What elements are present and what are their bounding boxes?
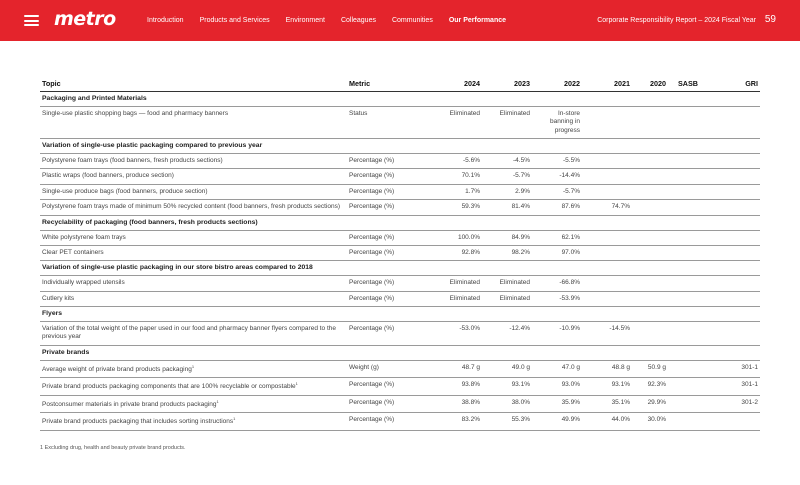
nav-colleagues[interactable]: Colleagues bbox=[340, 17, 376, 24]
cell-metric: Percentage (%) bbox=[347, 291, 432, 306]
cell-sasb bbox=[668, 395, 700, 413]
cell-y2023: Eliminated bbox=[482, 106, 532, 138]
cell-y2023: 93.1% bbox=[482, 378, 532, 396]
col-header-2022: 2022 bbox=[532, 77, 582, 92]
cell-gri bbox=[700, 276, 760, 291]
cell-y2024: Eliminated bbox=[432, 276, 482, 291]
cell-y2020 bbox=[632, 184, 668, 199]
performance-table bbox=[40, 77, 760, 431]
cell-y2023: 2.9% bbox=[482, 184, 532, 199]
topic-text: Private brand products packaging components that are 100% recyclable or compostable bbox=[42, 383, 296, 391]
cell-y2021: 44.0% bbox=[582, 413, 632, 431]
cell-topic bbox=[40, 106, 347, 138]
cell-metric: Percentage (%) bbox=[347, 395, 432, 413]
col-header-gri: GRI bbox=[700, 77, 760, 92]
cell-y2023: Eliminated bbox=[482, 291, 532, 306]
section-title: Private brands bbox=[40, 345, 760, 360]
cell-topic bbox=[40, 321, 347, 345]
col-header-2020: 2020 bbox=[632, 77, 668, 92]
cell-gri bbox=[700, 413, 760, 431]
cell-y2023: -4.5% bbox=[482, 153, 532, 168]
table-row bbox=[40, 200, 760, 215]
cell-gri bbox=[700, 184, 760, 199]
topic-text: Private brand products packaging that includes sorting instructions bbox=[42, 418, 234, 426]
cell-metric: Percentage (%) bbox=[347, 276, 432, 291]
cell-y2024: Eliminated bbox=[432, 291, 482, 306]
cell-sasb bbox=[668, 169, 700, 184]
cell-metric: Percentage (%) bbox=[347, 413, 432, 431]
cell-metric: Percentage (%) bbox=[347, 200, 432, 215]
col-header-2024: 2024 bbox=[432, 77, 482, 92]
cell-topic bbox=[40, 413, 347, 431]
cell-metric: Weight (g) bbox=[347, 360, 432, 378]
cell-y2021 bbox=[582, 230, 632, 245]
cell-metric: Percentage (%) bbox=[347, 169, 432, 184]
cell-topic bbox=[40, 153, 347, 168]
section-header-row bbox=[40, 261, 760, 276]
cell-y2022: 87.6% bbox=[532, 200, 582, 215]
cell-topic bbox=[40, 169, 347, 184]
cell-metric: Status bbox=[347, 106, 432, 138]
cell-y2021 bbox=[582, 291, 632, 306]
cell-y2021: 93.1% bbox=[582, 378, 632, 396]
cell-sasb bbox=[668, 360, 700, 378]
topic-text: Average weight of private brand products packaging bbox=[42, 365, 192, 373]
cell-y2022: 62.1% bbox=[532, 230, 582, 245]
cell-y2020 bbox=[632, 230, 668, 245]
cell-y2022: -5.7% bbox=[532, 184, 582, 199]
report-title: Corporate Responsibility Report – 2024 Fiscal Year bbox=[597, 17, 756, 24]
cell-y2024: 1.7% bbox=[432, 184, 482, 199]
top-nav bbox=[147, 17, 506, 24]
cell-metric: Percentage (%) bbox=[347, 321, 432, 345]
table-row bbox=[40, 245, 760, 260]
cell-gri bbox=[700, 200, 760, 215]
section-title: Recyclability of packaging (food banners, fresh products sections) bbox=[40, 215, 760, 230]
cell-y2020: 29.9% bbox=[632, 395, 668, 413]
cell-sasb bbox=[668, 321, 700, 345]
cell-topic bbox=[40, 291, 347, 306]
section-title: Variation of single-use plastic packaging in our store bistro areas compared to 2018 bbox=[40, 261, 760, 276]
cell-sasb bbox=[668, 413, 700, 431]
cell-y2023: -5.7% bbox=[482, 169, 532, 184]
section-header-row bbox=[40, 345, 760, 360]
cell-y2023: 84.9% bbox=[482, 230, 532, 245]
cell-gri bbox=[700, 245, 760, 260]
cell-y2022: -53.9% bbox=[532, 291, 582, 306]
col-header-sasb: SASB bbox=[668, 77, 700, 92]
cell-y2021 bbox=[582, 169, 632, 184]
topic-text: Single-use produce bags (food banners, produce section) bbox=[42, 187, 208, 195]
cell-y2021 bbox=[582, 106, 632, 138]
table-row bbox=[40, 360, 760, 378]
cell-y2020 bbox=[632, 321, 668, 345]
table-row bbox=[40, 321, 760, 345]
cell-y2024: 38.8% bbox=[432, 395, 482, 413]
performance-table-container bbox=[40, 77, 760, 431]
cell-gri: 301-2 bbox=[700, 395, 760, 413]
cell-y2024: 92.8% bbox=[432, 245, 482, 260]
table-row bbox=[40, 378, 760, 396]
cell-y2024: Eliminated bbox=[432, 106, 482, 138]
table-row bbox=[40, 276, 760, 291]
cell-metric: Percentage (%) bbox=[347, 245, 432, 260]
cell-gri: 301-1 bbox=[700, 378, 760, 396]
cell-topic bbox=[40, 276, 347, 291]
cell-topic bbox=[40, 184, 347, 199]
cell-y2021: -14.5% bbox=[582, 321, 632, 345]
table-row bbox=[40, 153, 760, 168]
topic-text: White polystyrene foam trays bbox=[42, 233, 126, 241]
footnote-marker: 1 bbox=[191, 363, 195, 369]
cell-gri bbox=[700, 321, 760, 345]
cell-sasb bbox=[668, 184, 700, 199]
table-row bbox=[40, 169, 760, 184]
table-body bbox=[40, 92, 760, 431]
section-title: Variation of single-use plastic packaging compared to previous year bbox=[40, 139, 760, 154]
cell-y2022: 97.0% bbox=[532, 245, 582, 260]
cell-y2021 bbox=[582, 153, 632, 168]
top-bar bbox=[0, 0, 800, 41]
table-row bbox=[40, 230, 760, 245]
nav-our-performance[interactable]: Our Performance bbox=[448, 17, 507, 24]
cell-topic bbox=[40, 230, 347, 245]
cell-y2022: In-store banning in progress bbox=[532, 106, 582, 138]
cell-y2024: -5.6% bbox=[432, 153, 482, 168]
section-header-row bbox=[40, 139, 760, 154]
cell-gri: 301-1 bbox=[700, 360, 760, 378]
topic-text: Plastic wraps (food banners, produce section) bbox=[42, 172, 174, 180]
cell-y2022: -66.8% bbox=[532, 276, 582, 291]
footnote: 1 Excluding drug, health and beauty private brand products. bbox=[40, 445, 186, 451]
cell-y2020 bbox=[632, 169, 668, 184]
cell-y2024: 59.3% bbox=[432, 200, 482, 215]
cell-sasb bbox=[668, 378, 700, 396]
cell-sasb bbox=[668, 276, 700, 291]
cell-topic bbox=[40, 360, 347, 378]
topic-text: Variation of the total weight of the paper used in our food and pharmacy banner flyers compared to the previous year bbox=[42, 324, 337, 341]
cell-sasb bbox=[668, 106, 700, 138]
cell-metric: Percentage (%) bbox=[347, 378, 432, 396]
cell-y2020 bbox=[632, 245, 668, 260]
cell-gri bbox=[700, 230, 760, 245]
table-row bbox=[40, 291, 760, 306]
cell-y2023: -12.4% bbox=[482, 321, 532, 345]
cell-y2023: Eliminated bbox=[482, 276, 532, 291]
table-header-row bbox=[40, 77, 760, 92]
cell-sasb bbox=[668, 291, 700, 306]
cell-y2024: 48.7 g bbox=[432, 360, 482, 378]
cell-topic bbox=[40, 245, 347, 260]
topic-text: Polystyrene foam trays (food banners, fresh products sections) bbox=[42, 156, 223, 164]
cell-gri bbox=[700, 169, 760, 184]
section-header-row bbox=[40, 92, 760, 107]
cell-topic bbox=[40, 395, 347, 413]
cell-y2022: -14.4% bbox=[532, 169, 582, 184]
cell-y2022: 35.9% bbox=[532, 395, 582, 413]
cell-y2022: -5.5% bbox=[532, 153, 582, 168]
cell-y2024: -53.0% bbox=[432, 321, 482, 345]
cell-y2022: -10.9% bbox=[532, 321, 582, 345]
footnote-marker: 1 bbox=[233, 416, 236, 422]
topic-text: Clear PET containers bbox=[42, 248, 104, 256]
table-row bbox=[40, 184, 760, 199]
col-header-metric: Metric bbox=[347, 77, 432, 92]
nav-products-and-services[interactable]: Products and Services bbox=[199, 17, 270, 24]
table-row bbox=[40, 106, 760, 138]
nav-introduction[interactable]: Introduction bbox=[147, 17, 184, 24]
nav-environment[interactable]: Environment bbox=[285, 17, 325, 24]
cell-gri bbox=[700, 153, 760, 168]
cell-y2023: 55.3% bbox=[482, 413, 532, 431]
table-row bbox=[40, 413, 760, 431]
cell-topic bbox=[40, 200, 347, 215]
section-title: Packaging and Printed Materials bbox=[40, 92, 760, 107]
cell-y2020: 92.3% bbox=[632, 378, 668, 396]
cell-metric: Percentage (%) bbox=[347, 153, 432, 168]
page-number: 59 bbox=[764, 14, 776, 25]
cell-y2020 bbox=[632, 200, 668, 215]
col-header-2021: 2021 bbox=[582, 77, 632, 92]
cell-metric: Percentage (%) bbox=[347, 184, 432, 199]
cell-y2020 bbox=[632, 153, 668, 168]
section-title: Flyers bbox=[40, 307, 760, 322]
cell-y2024: 83.2% bbox=[432, 413, 482, 431]
section-header-row bbox=[40, 307, 760, 322]
topic-text: Individually wrapped utensils bbox=[42, 279, 125, 287]
cell-y2020: 30.0% bbox=[632, 413, 668, 431]
cell-y2021: 35.1% bbox=[582, 395, 632, 413]
cell-y2022: 49.9% bbox=[532, 413, 582, 431]
cell-topic bbox=[40, 378, 347, 396]
nav-communities[interactable]: Communities bbox=[391, 17, 433, 24]
topic-text: Single-use plastic shopping bags — food and pharmacy banners bbox=[42, 109, 229, 117]
cell-y2023: 81.4% bbox=[482, 200, 532, 215]
col-header-2023: 2023 bbox=[482, 77, 532, 92]
cell-y2021 bbox=[582, 276, 632, 291]
cell-y2022: 47.0 g bbox=[532, 360, 582, 378]
cell-sasb bbox=[668, 245, 700, 260]
cell-y2020 bbox=[632, 106, 668, 138]
cell-y2023: 38.0% bbox=[482, 395, 532, 413]
cell-y2024: 100.0% bbox=[432, 230, 482, 245]
cell-y2023: 98.2% bbox=[482, 245, 532, 260]
cell-y2024: 93.8% bbox=[432, 378, 482, 396]
topic-text: Cutlery kits bbox=[42, 294, 75, 302]
cell-y2021 bbox=[582, 184, 632, 199]
cell-y2020 bbox=[632, 276, 668, 291]
cell-sasb bbox=[668, 200, 700, 215]
cell-metric: Percentage (%) bbox=[347, 230, 432, 245]
footnote-marker: 1 bbox=[216, 398, 219, 404]
section-header-row bbox=[40, 215, 760, 230]
cell-gri bbox=[700, 291, 760, 306]
cell-y2020 bbox=[632, 291, 668, 306]
cell-sasb bbox=[668, 153, 700, 168]
cell-y2021 bbox=[582, 245, 632, 260]
table-row bbox=[40, 395, 760, 413]
cell-sasb bbox=[668, 230, 700, 245]
cell-y2022: 93.0% bbox=[532, 378, 582, 396]
menu-icon[interactable] bbox=[24, 15, 39, 26]
cell-y2021: 74.7% bbox=[582, 200, 632, 215]
topic-text: Polystyrene foam trays made of minimum 50% recycled content (food banners, fresh products sections) bbox=[42, 203, 341, 211]
cell-y2020: 50.9 g bbox=[632, 360, 668, 378]
metro-logo[interactable]: metro bbox=[54, 8, 116, 30]
cell-gri bbox=[700, 106, 760, 138]
cell-y2024: 70.1% bbox=[432, 169, 482, 184]
col-header-topic: Topic bbox=[40, 77, 347, 92]
footnote-marker: 1 bbox=[295, 381, 298, 387]
cell-y2023: 49.0 g bbox=[482, 360, 532, 378]
topic-text: Postconsumer materials in private brand products packaging bbox=[42, 401, 217, 408]
cell-y2021: 48.8 g bbox=[582, 360, 632, 378]
